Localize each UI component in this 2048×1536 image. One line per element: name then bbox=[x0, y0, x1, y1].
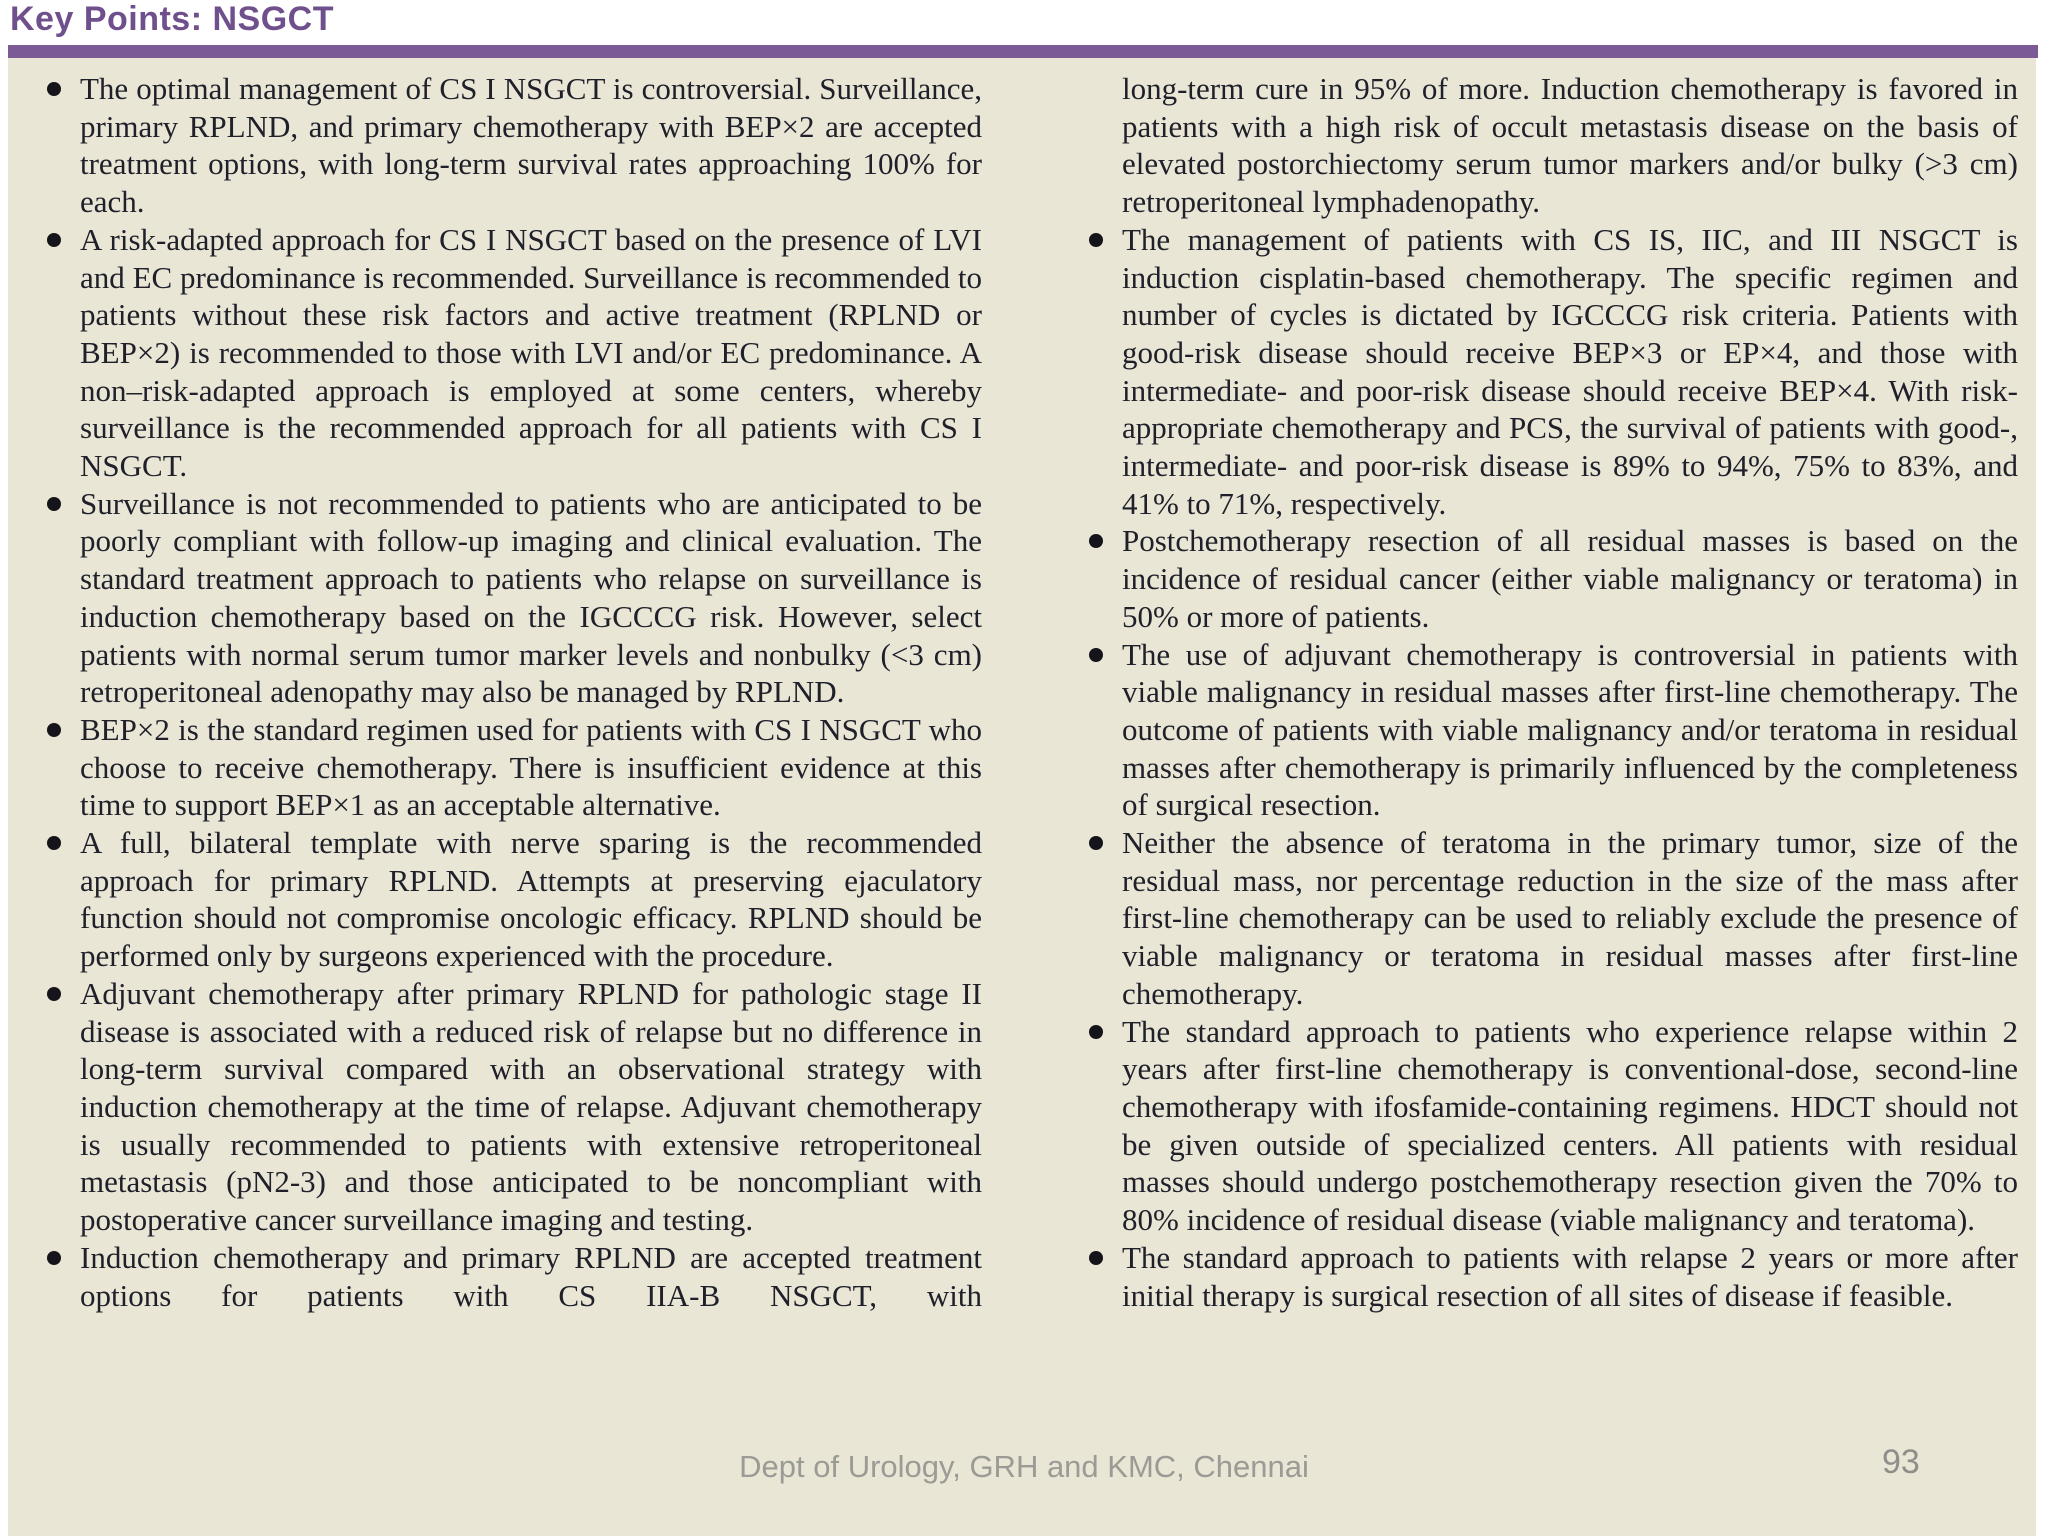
bullet-icon bbox=[47, 497, 61, 511]
key-point-item bbox=[44, 485, 982, 711]
key-point-text: long-term cure in 95% of more. Induction chemotherapy is favored in patients with a high risk of occult metastasis disease on the basis of elevated postorchiectomy serum tumor markers and/or bulky (>3 cm) retroperitoneal lymphadenopathy. bbox=[1122, 71, 2018, 220]
key-point-text: The optimal management of CS I NSGCT is controversial. Surveillance, primary RPLND, and primary chemotherapy with BEP×2 are accepted treatment options, with long-term survival rates approaching 100% for each. bbox=[80, 71, 982, 220]
key-point-text: Postchemotherapy resection of all residual masses is based on the incidence of residual cancer (either viable malignancy or teratoma) in 50% or more of patients. bbox=[1122, 523, 2018, 634]
key-point-text: The management of patients with CS IS, IIC, and III NSGCT is induction cisplatin-based chemotherapy. The specific regimen and number of cycles is dictated by IGCCCG risk criteria. Patients with good-risk disease should receive BEP×3 or EP×4, and those with intermediate- and poor-risk disease should receive BEP×4. With risk-appropriate chemotherapy and PCS, the survival of patients with good-, intermediate- and poor-risk disease is 89% to 94%, 75% to 83%, and 41% to 71%, respectively. bbox=[1122, 221, 2018, 521]
key-point-text: The standard approach to patients with relapse 2 years or more after initial therapy is surgical resection of all sites of disease if feasible. bbox=[1122, 1239, 2018, 1313]
key-point-text: Surveillance is not recommended to patients who are anticipated to be poorly compliant with follow-up imaging and clinical evaluation. The standard treatment approach to patients who relapse on surveillance is induction chemotherapy based on the IGCCCG risk. However, select patients with normal serum tumor marker levels and nonbulky (<3 cm) retroperitoneal adenopathy may also be managed by RPLND. bbox=[80, 485, 982, 710]
key-point-item bbox=[44, 221, 982, 485]
bullet-icon bbox=[1089, 534, 1103, 548]
bullet-icon bbox=[1089, 648, 1103, 662]
key-point-item bbox=[44, 975, 982, 1239]
key-point-item bbox=[44, 70, 982, 221]
key-point-item bbox=[1086, 824, 2018, 1013]
page-title: Key Points: NSGCT bbox=[10, 0, 334, 38]
key-point-item bbox=[1086, 1239, 2018, 1314]
bullet-icon bbox=[47, 82, 61, 96]
key-point-item bbox=[1086, 1013, 2018, 1239]
key-point-item bbox=[44, 824, 982, 975]
bullet-icon bbox=[47, 836, 61, 850]
title-divider-bar bbox=[8, 45, 2038, 58]
bullet-icon bbox=[47, 233, 61, 247]
left-column bbox=[44, 70, 982, 1314]
page-number: 93 bbox=[1882, 1443, 1920, 1481]
key-point-item bbox=[1086, 636, 2018, 825]
right-column bbox=[1086, 70, 2018, 1314]
key-point-text: Induction chemotherapy and primary RPLND are accepted treatment options for patients with CS IIA-B NSGCT, with bbox=[80, 1239, 982, 1313]
key-point-item bbox=[1086, 221, 2018, 523]
key-point-text: A full, bilateral template with nerve sparing is the recommended approach for primary RPLND. Attempts at preserving ejaculatory function should not compromise oncologic efficacy. RPLND should be performed only by surgeons experienced with the procedure. bbox=[80, 825, 982, 974]
key-point-text: Neither the absence of teratoma in the primary tumor, size of the residual mass, nor percentage reduction in the size of the mass after first-line chemotherapy can be used to reliably exclude the presence of viable malignancy or teratoma in residual masses after first-line chemotherapy. bbox=[1122, 825, 2018, 1011]
bullet-icon bbox=[47, 987, 61, 1001]
key-point-text: A risk-adapted approach for CS I NSGCT based on the presence of LVI and EC predominance is recommended. Surveillance is recommended to patients without these risk factors and active treatment (RPLND or BEP×2) is recommended to those with LVI and/or EC predominance. A non–risk-adapted approach is employed at some centers, whereby surveillance is the recommended approach for all patients with CS I NSGCT. bbox=[80, 221, 982, 484]
key-point-item-continued bbox=[44, 1239, 982, 1314]
bullet-icon bbox=[1089, 233, 1103, 247]
key-point-text: The use of adjuvant chemotherapy is controversial in patients with viable malignancy in residual masses after first-line chemotherapy. The outcome of patients with viable malignancy and/or teratoma in residual masses after chemotherapy is primarily influenced by the completeness of surgical resection. bbox=[1122, 636, 2018, 823]
key-point-continuation bbox=[1086, 70, 2018, 221]
key-point-item bbox=[1086, 522, 2018, 635]
key-point-text: The standard approach to patients who experience relapse within 2 years after first-line chemotherapy is conventional-dose, second-line chemotherapy with ifosfamide-containing regimens. HDCT should not be given outside of specialized centers. All patients with residual masses should undergo postchemotherapy resection given the 70% to 80% incidence of residual disease (viable malignancy and teratoma). bbox=[1122, 1013, 2018, 1238]
key-point-text: Adjuvant chemotherapy after primary RPLND for pathologic stage II disease is associated with a reduced risk of relapse but no difference in long-term survival compared with an observational strategy with induction chemotherapy at the time of relapse. Adjuvant chemotherapy is usually recommended to patients with extensive retroperitoneal metastasis (pN2-3) and those anticipated to be noncompliant with postoperative cancer surveillance imaging and testing. bbox=[80, 975, 982, 1238]
key-point-text: BEP×2 is the standard regimen used for patients with CS I NSGCT who choose to receive chemotherapy. There is insufficient evidence at this time to support BEP×1 as an acceptable alternative. bbox=[80, 711, 982, 823]
bullet-icon bbox=[47, 1251, 61, 1265]
bullet-icon bbox=[1089, 1251, 1103, 1265]
bullet-icon bbox=[1089, 1025, 1103, 1039]
key-point-item bbox=[44, 711, 982, 824]
key-points-box bbox=[8, 58, 2036, 1536]
bullet-icon bbox=[47, 723, 61, 737]
watermark: Dept of Urology, GRH and KMC, Chennai bbox=[739, 1449, 1309, 1484]
bullet-icon bbox=[1089, 836, 1103, 850]
